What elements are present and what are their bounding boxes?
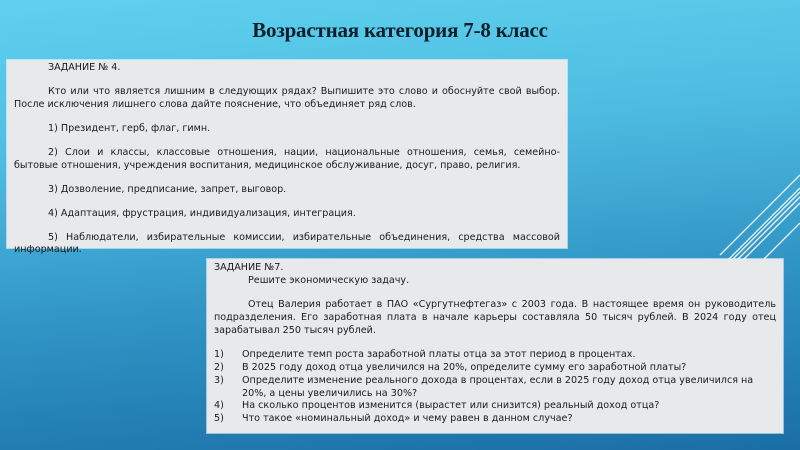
task7-heading: ЗАДАНИЕ №7. bbox=[214, 262, 284, 273]
task4-intro: Кто или что является лишним в следующих рядах? Выпишите это слово и обоснуйте свой выбор. После исключения лишнего слова дайте пояснение, что объединяет ряд слов. bbox=[14, 85, 560, 110]
question-number: 5) bbox=[214, 413, 224, 425]
task4-item: 5) Наблюдатели, избирательные комиссии, избирательные объединения, средства массовой информации. bbox=[14, 231, 560, 256]
task4-box bbox=[7, 60, 567, 256]
question-item bbox=[214, 375, 776, 401]
slide-title: Возрастная категория 7-8 класс bbox=[252, 18, 548, 42]
question-number: 2) bbox=[214, 361, 224, 373]
question-number: 4) bbox=[214, 400, 224, 412]
task7-subheading: Решите экономическую задачу. bbox=[248, 274, 410, 286]
task4-item: 2) Слои и классы, классовые отношения, нации, национальные отношения, семья, семейно-бытовые отношения, учреждения воспитания, медицинское обслуживание, досуг, право, религия. bbox=[14, 146, 560, 171]
question-item bbox=[214, 400, 776, 413]
task4-heading: ЗАДАНИЕ № 4. bbox=[48, 62, 121, 73]
question-text: Что такое «номинальный доход» и чему равен в данном случае? bbox=[242, 413, 573, 425]
question-item bbox=[214, 362, 776, 375]
question-text: Определите темп роста заработной платы отца за этот период в процентах. bbox=[242, 348, 636, 360]
question-number: 3) bbox=[214, 374, 224, 386]
task4-item: 4) Адаптация, фрустрация, индивидуализация, интеграция. bbox=[48, 207, 356, 219]
question-number: 1) bbox=[214, 348, 224, 360]
question-text: На сколько процентов изменится (вырастет или снизится) реальный доход отца? bbox=[242, 400, 660, 412]
task7-paragraph: Отец Валерия работает в ПАО «Сургутнефтегаз» с 2003 года. В настоящее время он руководитель подразделения. Его заработная плата в начале карьеры составляла 50 тысяч рублей. В 2024 году отец зарабатывал 250 тысяч рублей. bbox=[214, 298, 776, 336]
question-text: Определите изменение реального дохода в процентах, если в 2025 году доход отца увеличился на 20%, а цены увеличились на 30%? bbox=[242, 374, 754, 399]
question-item bbox=[214, 413, 776, 426]
task4-item: 1) Президент, герб, флаг, гимн. bbox=[48, 122, 211, 134]
question-text: В 2025 году доход отца увеличился на 20%, определите сумму его заработной платы? bbox=[242, 361, 687, 373]
task7-question-list bbox=[214, 349, 776, 427]
task4-item: 3) Дозволение, предписание, запрет, выговор. bbox=[48, 183, 287, 195]
task7-box bbox=[207, 259, 783, 433]
question-item bbox=[214, 349, 776, 362]
